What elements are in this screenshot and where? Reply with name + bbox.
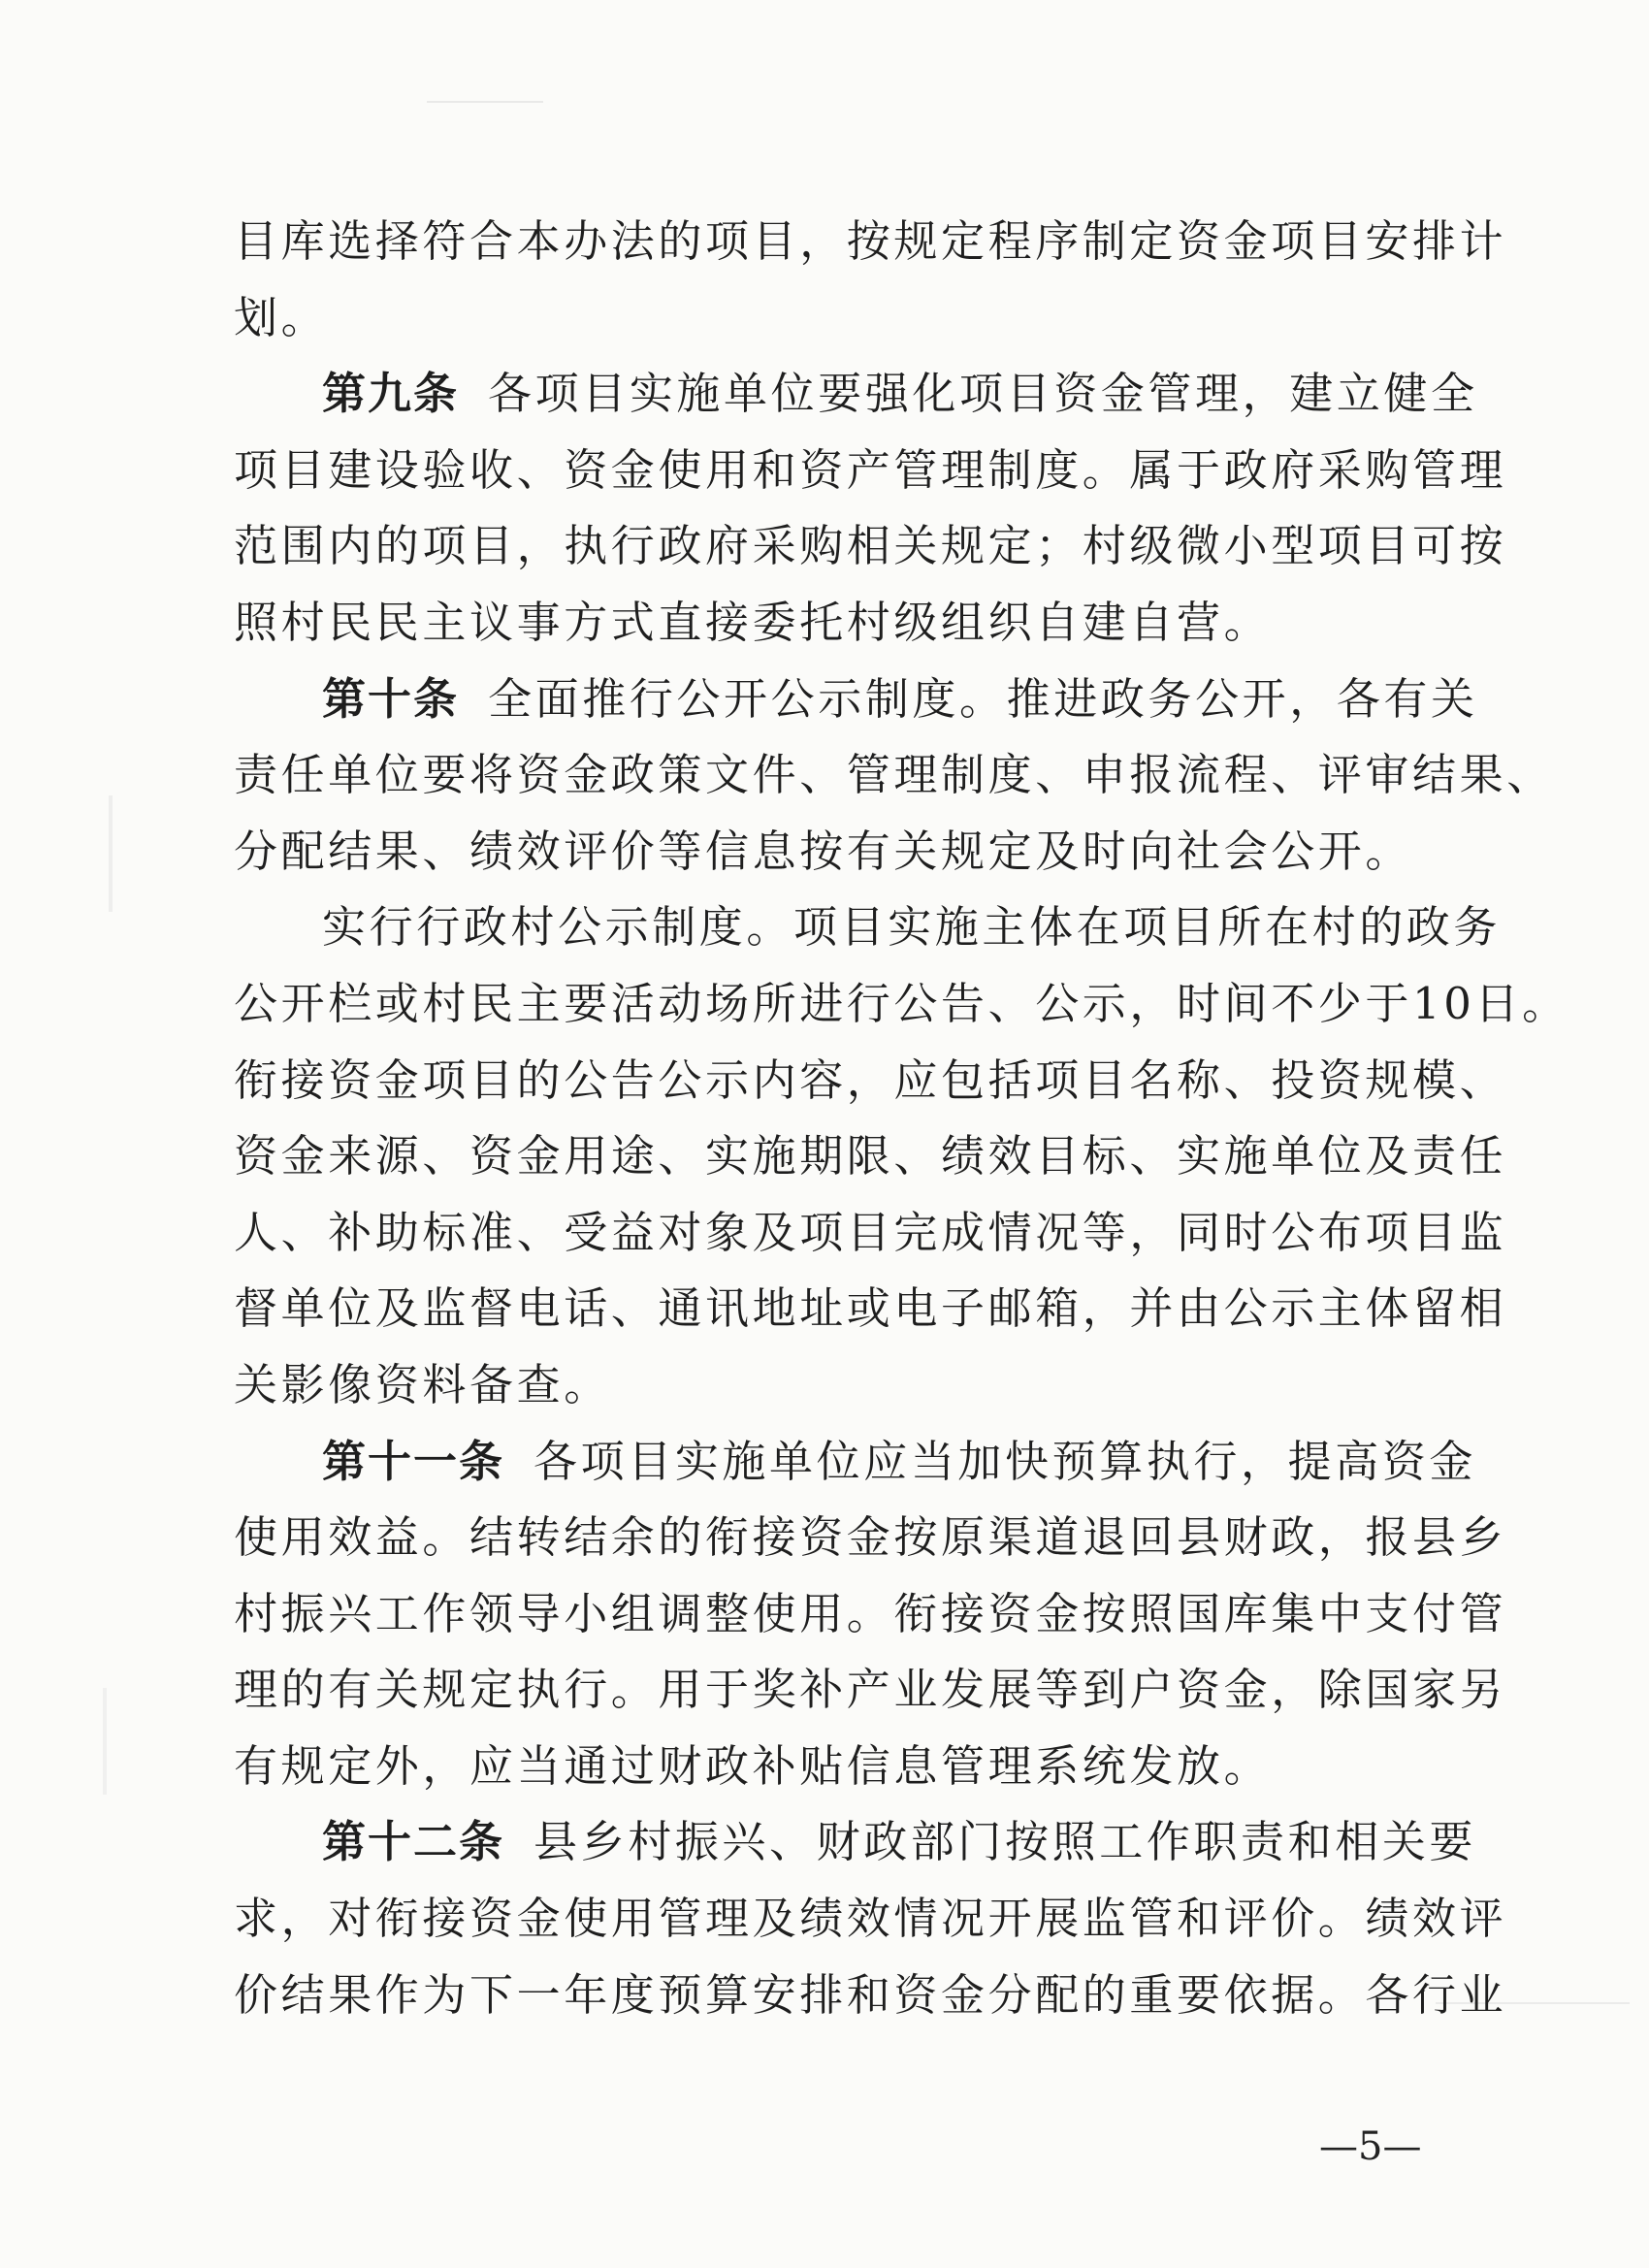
article-11-text: 各项目实施单位应当加快预算执行，提高资金 (534, 1435, 1477, 1487)
text-line-9: 分配结果、绩效评价等信息按有关规定及时向社会公开。 (234, 825, 1413, 877)
text-line-24: 价结果作为下一年度预算安排和资金分配的重要依据。各行业 (234, 1968, 1507, 2021)
text-line-15: 督单位及监督电话、通讯地址或电子邮箱，并由公示主体留相 (234, 1282, 1507, 1335)
text-line-13: 资金来源、资金用途、实施期限、绩效目标、实施单位及责任 (234, 1130, 1507, 1183)
text-line-1: 目库选择符合本办法的项目，按规定程序制定资金项目安排计 (234, 215, 1507, 267)
text-line-14: 人、补助标准、受益对象及项目完成情况等，同时公布项目监 (234, 1206, 1507, 1258)
article-9-text: 各项目实施单位要强化项目资金管理，建立健全 (488, 368, 1478, 420)
text-line-2: 划。 (234, 291, 329, 343)
scan-mark-left-1 (109, 795, 113, 912)
text-line-23: 求，对衔接资金使用管理及绩效情况开展监管和评价。绩效评 (234, 1893, 1507, 1945)
article-10-line (234, 662, 1478, 738)
text-line-5: 范围内的项目，执行政府采购相关规定；村级微小型项目可按 (234, 520, 1507, 572)
article-10-text: 全面推行公开公示制度。推进政务公开，各有关 (488, 672, 1478, 725)
text-line-12: 衔接资金项目的公告公示内容，应包括项目名称、投资规模、 (234, 1053, 1507, 1106)
text-line-4: 项目建设验收、资金使用和资产管理制度。属于政府采购管理 (234, 443, 1507, 496)
text-line-18: 使用效益。结转结余的衔接资金按原渠道退回县财政，报县乡 (234, 1511, 1507, 1564)
scan-mark-top (427, 101, 543, 103)
article-12-number: 第十二条 (322, 1816, 505, 1868)
text-line-8: 责任单位要将资金政策文件、管理制度、申报流程、评审结果、 (234, 749, 1554, 801)
text-line-11: 公开栏或村民主要活动场所进行公告、公示，时间不少于10日。 (234, 977, 1569, 1029)
article-10-number: 第十条 (322, 672, 460, 725)
text-line-16: 关影像资料备查。 (234, 1358, 611, 1410)
scan-mark-left-2 (103, 1688, 107, 1795)
text-line-10: 实行行政村公示制度。项目实施主体在项目所在村的政务 (322, 901, 1502, 954)
text-line-20: 理的有关规定执行。用于奖补产业发展等到户资金，除国家另 (234, 1664, 1507, 1716)
article-9-line (234, 356, 1478, 433)
article-12-line (234, 1804, 1477, 1881)
body-text (234, 204, 1569, 2033)
article-9-number: 第九条 (322, 368, 460, 420)
article-12-text: 县乡村振兴、财政部门按照工作职责和相关要 (534, 1816, 1477, 1868)
text-line-21: 有规定外，应当通过财政补贴信息管理系统发放。 (234, 1739, 1272, 1792)
article-11-number: 第十一条 (322, 1435, 505, 1487)
article-11-line (234, 1424, 1477, 1501)
page-number: —5— (1319, 2124, 1422, 2169)
text-line-19: 村振兴工作领导小组调整使用。衔接资金按照国库集中支付管 (234, 1587, 1507, 1639)
text-line-6: 照村民民主议事方式直接委托村级组织自建自营。 (234, 596, 1272, 648)
